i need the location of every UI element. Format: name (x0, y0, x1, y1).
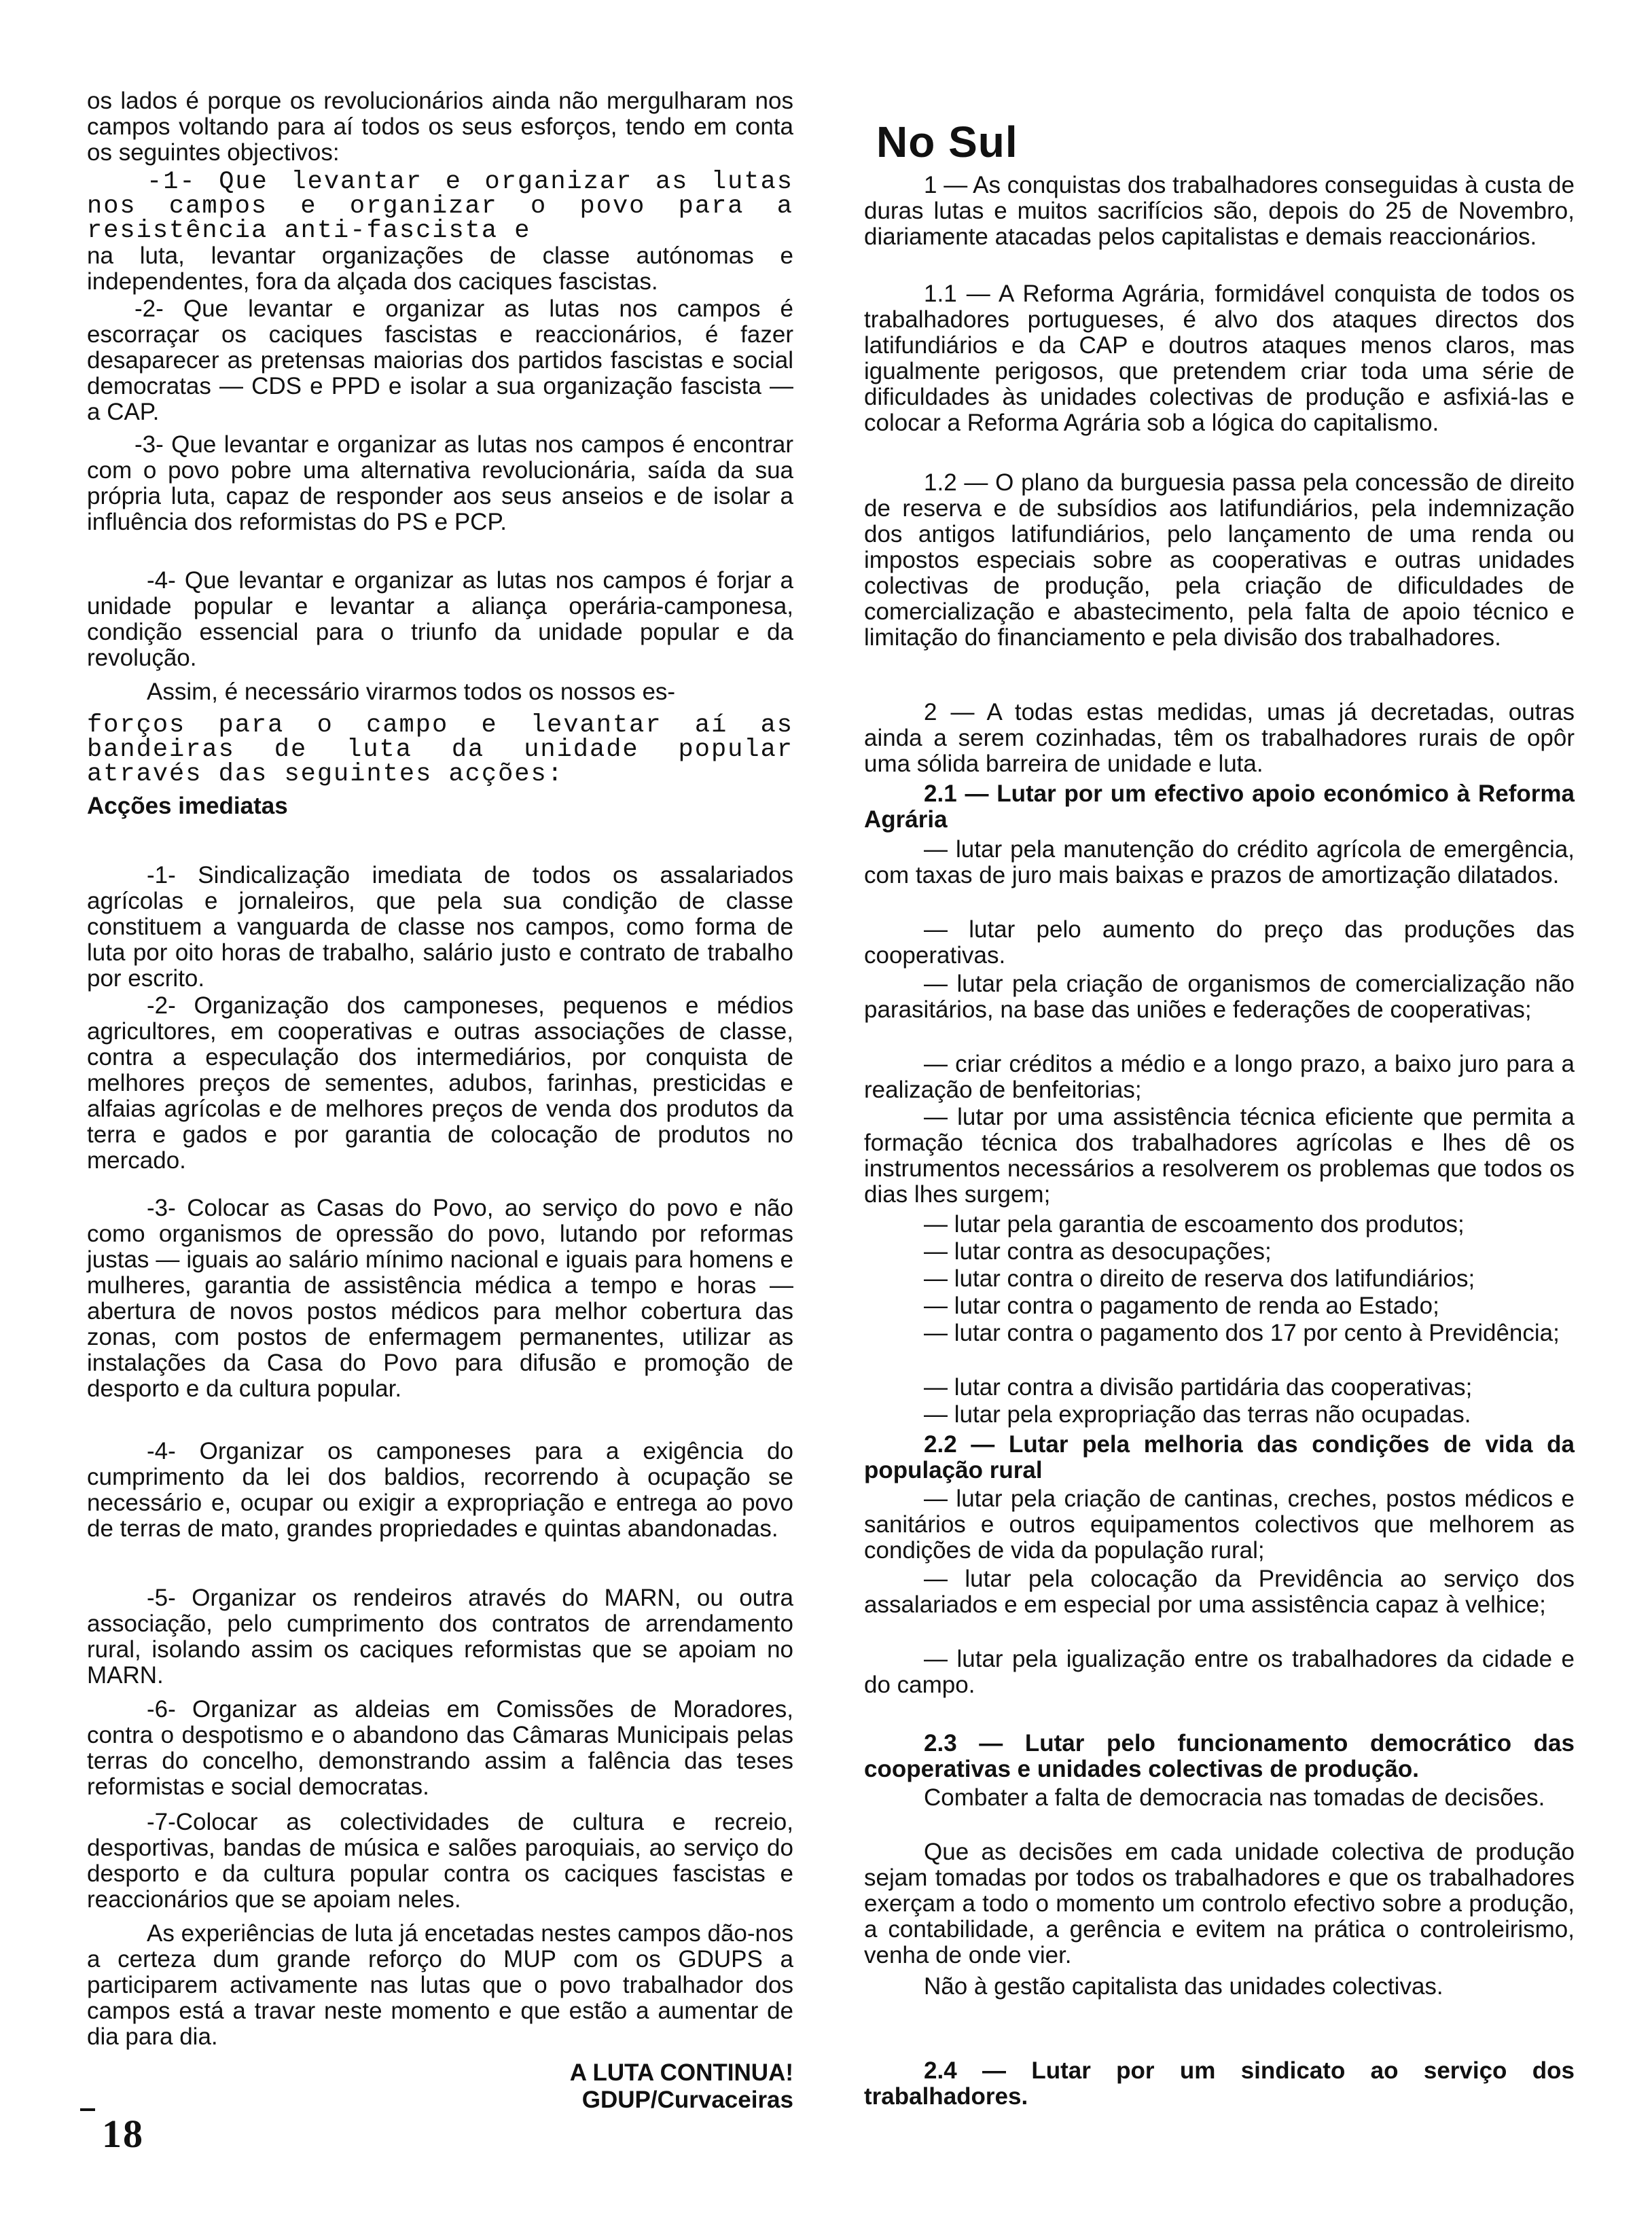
article-title: No Sul (876, 117, 1018, 166)
paragraph-1: 1 — As conquistas dos trabalhadores conseguidas à custa de duras lutas e muitos sacrifícios são, depois do 25 de Novembro, diariamente atacadas pelos capitalistas e demais reaccionários. (864, 172, 1575, 250)
paragraph-accao-3: -3- Colocar as Casas do Povo, ao serviço do povo e não como organismos de opressão do povo, lutando por reformas justas — iguais ao salário mínimo nacional e iguais para homens e mulheres, garantia de assistência médica a tempo e horas — abertura de novos postos médicos para melhor cobertura das zonas, com postos de enfermagem permanentes, utilizar as instalações da Casa do Povo para difusão e promoção de desporto e da cultura popular. (87, 1195, 793, 1402)
paragraph-objective-1: -1- Que levantar e organizar as lutas nos campos e organizar o povo para a resistência anti-fascista e (87, 168, 793, 245)
item-previdencia: — lutar contra o pagamento dos 17 por cento à Previdência; (924, 1320, 1560, 1346)
item-credito: — lutar pela manutenção do crédito agrícola de emergência, com taxas de juro mais baixas e prazos de amortização dilatados. (864, 836, 1575, 888)
page-number: 18 (102, 2112, 144, 2156)
paragraph-1-1: 1.1 — A Reforma Agrária, formidável conquista de todos os trabalhadores portugueses, é alvo dos ataques directos dos latifundiários e da CAP e doutros ataques menos claros, mas igualmente perigosos, que pretendem criar toda uma série de dificuldades às unidades colectivas de produção e asfixiá-las e colocar a Reforma Agrária sob a lógica do capitalismo. (864, 281, 1575, 436)
signature-gdup: GDUP/Curvaceiras (581, 2087, 793, 2113)
item-renda: — lutar contra o pagamento de renda ao Estado; (924, 1293, 1439, 1319)
paragraph-experiencias: As experiências de luta já encetadas nestes campos dão-nos a certeza dum grande reforço do MUP com os GDUPS a participarem activamente nas lutas que o povo trabalhador dos campos está a travar neste momento e que estão a aumentar de dia para dia. (87, 1920, 793, 2050)
heading-2-1: 2.1 — Lutar por um efectivo apoio económico à Reforma Agrária (864, 780, 1575, 833)
item-preco: — lutar pelo aumento do preço das produções das cooperativas. (864, 916, 1575, 969)
paragraph-accao-6: -6- Organizar as aldeias em Comissões de Moradores, contra o despotismo e o abandono das Câmaras Municipais pelas terras do concelho, demonstrando assim a falência das teses reformistas e social democratas. (87, 1696, 793, 1800)
item-igualizacao: — lutar pela igualização entre os trabalhadores da cidade e do campo. (864, 1646, 1575, 1698)
paragraph-accao-4: -4- Organizar os camponeses para a exigência do cumprimento da lei dos baldios, recorrendo à ocupação se necessário e, ocupar ou exigir a expropriação e entrega ao povo de terras de mato, grandes propriedades e quintas abandonadas. (87, 1438, 793, 1542)
paragraph-esforcos: forços para o campo e levantar aí as bandeiras de luta da unidade popular através das seguintes acções: (87, 711, 793, 789)
paragraph-intro: os lados é porque os revolucionários ainda não mergulharam nos campos voltando para aí todos os seus esforços, tendo em conta os seguintes objectivos: (87, 88, 793, 166)
paragraph-gestao: Não à gestão capitalista das unidades colectivas. (924, 1973, 1443, 2000)
paragraph-accao-7: -7-Colocar as colectividades de cultura e recreio, desportivas, bandas de música e salões paroquiais, ao serviço do desporto e da cultura popular contra os caciques fascistas e reaccionários que se apoiam neles. (87, 1809, 793, 1913)
item-divisao: — lutar contra a divisão partidária das cooperativas; (924, 1374, 1473, 1401)
heading-accoes-imediatas: Acções imediatas (87, 793, 288, 819)
paragraph-objective-1-cont: na luta, levantar organizações de classe autónomas e independentes, fora da alçada dos caciques fascistas. (87, 242, 793, 295)
heading-2-2: 2.2 — Lutar pela melhoria das condições de vida da população rural (864, 1431, 1575, 1483)
item-comercializacao: — lutar pela criação de organismos de comercialização não parasitários, na base das uniões e federações de cooperativas; (864, 971, 1575, 1023)
paragraph-1-2: 1.2 — O plano da burguesia passa pela concessão de direito de reserva e de subsídios aos latifundiários, pela indemnização dos antigos latifundiários, pelo lançamento de uma renda ou impostos especiais sobre as cooperativas e outras unidades colectivas de produção, pela criação de dificuldades de comercialização e abastecimento, pela falta de apoio técnico e limitação do financiamento e pela divisão dos trabalhadores. (864, 469, 1575, 651)
paragraph-accao-5: -5- Organizar os rendeiros através do MARN, ou outra associação, pelo cumprimento dos contratos de arrendamento rural, isolando assim os caciques reformistas que se apoiam no MARN. (87, 1585, 793, 1689)
item-escoamento: — lutar pela garantia de escoamento dos produtos; (924, 1211, 1465, 1238)
paragraph-decisoes: Que as decisões em cada unidade colectiva de produção sejam tomadas por todos os trabalhadores e que os trabalhadores exerçam a todo o momento um controlo efectivo sobre a produção, a contabilidade, a gerência e evitem na prática o controleirismo, venha de onde vier. (864, 1839, 1575, 1968)
item-previdencia-servico: — lutar pela colocação da Previdência ao serviço dos assalariados e em especial por uma assistência capaz à velhice; (864, 1566, 1575, 1618)
item-creditos: — criar créditos a médio e a longo prazo, a baixo juro para a realização de benfeitorias; (864, 1051, 1575, 1103)
item-desocupacoes: — lutar contra as desocupações; (924, 1238, 1272, 1265)
paragraph-democracia: Combater a falta de democracia nas tomadas de decisões. (924, 1784, 1545, 1811)
paragraph-objective-4: -4- Que levantar e organizar as lutas nos campos é forjar a unidade popular e levantar a aliança operária-camponesa, condição essencial para o triunfo da unidade popular e da revolução. (87, 567, 793, 671)
paragraph-2: 2 — A todas estas medidas, umas já decretadas, outras ainda a serem cozinhadas, têm os trabalhadores rurais de opôr uma sólida barreira de unidade e luta. (864, 699, 1575, 777)
margin-dash (80, 2108, 95, 2111)
item-expropriacao: — lutar pela expropriação das terras não ocupadas. (924, 1401, 1471, 1428)
paragraph-accao-2: -2- Organização dos camponeses, pequenos e médios agricultores, em cooperativas e outras associações de classe, contra a especulação dos intermediários, por conquista de melhores preços de sementes, adubos, farinhas, presticidas e alfaias agrícolas e de melhores preços de venda dos produtos da terra e gados e por garantia de colocação de produtos no mercado. (87, 992, 793, 1174)
item-reserva: — lutar contra o direito de reserva dos latifundiários; (924, 1265, 1475, 1292)
signature-a-luta-continua: A LUTA CONTINUA! (569, 2059, 793, 2086)
paragraph-assim: Assim, é necessário virarmos todos os nossos es- (147, 679, 676, 705)
heading-2-3: 2.3 — Lutar pelo funcionamento democrático das cooperativas e unidades colectivas de produção. (864, 1730, 1575, 1782)
paragraph-accao-1: -1- Sindicalização imediata de todos os assalariados agrícolas e jornaleiros, que pela sua condição de classe constituem a vanguarda de classe nos campos, como forma de luta por oito horas de trabalho, salário justo e contrato de trabalho por escrito. (87, 862, 793, 992)
paragraph-objective-2: -2- Que levantar e organizar as lutas nos campos é escorraçar os caciques fascistas e reaccionários, é fazer desaparecer as pretensas maiorias dos partidos fascistas e social democratas — CDS e PPD e isolar a sua organização fascista — a CAP. (87, 295, 793, 425)
item-cantinas: — lutar pela criação de cantinas, creches, postos médicos e sanitários e outros equipamentos colectivos que melhorem as condições de vida da população rural; (864, 1485, 1575, 1564)
item-assistencia: — lutar por uma assistência técnica eficiente que permita a formação técnica dos trabalhadores agrícolas e lhes dê os instrumentos necessários a resolverem os problemas que todos os dias lhes surgem; (864, 1104, 1575, 1208)
heading-2-4: 2.4 — Lutar por um sindicato ao serviço dos trabalhadores. (864, 2057, 1575, 2110)
paragraph-objective-3: -3- Que levantar e organizar as lutas nos campos é encontrar com o povo pobre uma alternativa revolucionária, saída da sua própria luta, capaz de responder aos seus anseios e de isolar a influência dos reformistas do PS e PCP. (87, 431, 793, 535)
